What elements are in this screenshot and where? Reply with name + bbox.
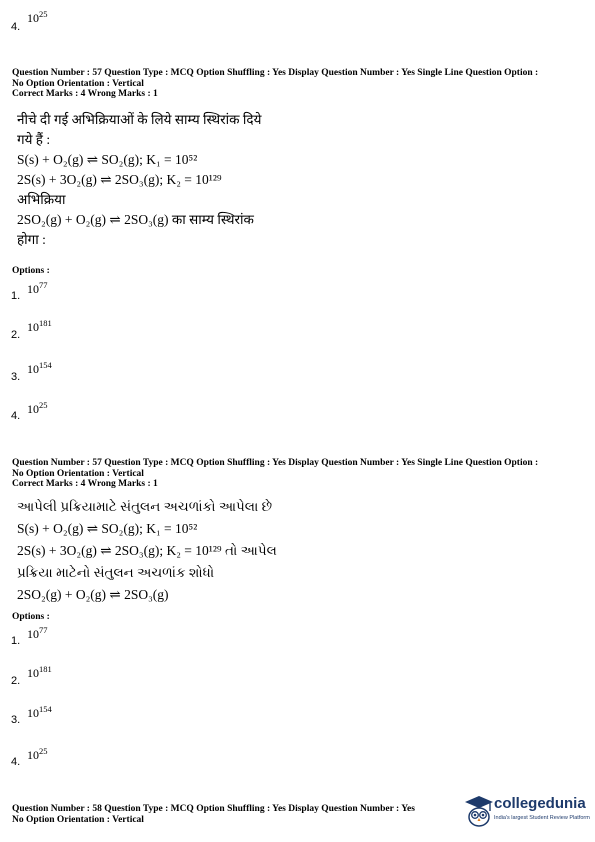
graduate-owl-icon (464, 795, 494, 827)
equation-2: 2S(s) + 3O₂(g) ⇌ 2SO₃(g); K₂ = 10¹²⁹ તો આપેલ (17, 543, 277, 558)
option-value[interactable]: $10^{25}$ (27, 746, 48, 762)
option-value[interactable]: $10^{154}$ (27, 360, 52, 376)
equation-3: 2SO₂(g) + O₂(g) ⇌ 2SO₃(g) का साम्य स्थिरांक (17, 212, 254, 227)
question-meta: Question Number : 57 Question Type : MCQ Option Shuffling : Yes Display Question Number : Yes Single Line Question Option : No Option Orientation : Vertical Correct Marks : 4 Wrong Marks : 1 (12, 68, 539, 99)
option-value[interactable]: $10^{77}$ (27, 280, 48, 296)
option-number: 3. (11, 714, 21, 726)
option-number: 2. (11, 675, 21, 687)
option-number: 4. (11, 410, 21, 422)
equation-1: S(s) + O₂(g) ⇌ SO₂(g); K₁ = 10⁵² (17, 521, 198, 536)
option-value[interactable]: $10^{154}$ (27, 704, 52, 720)
options-label: Options : (12, 266, 50, 276)
brand-name: collegedunia (494, 795, 586, 812)
question-meta: Question Number : 57 Question Type : MCQ Option Shuffling : Yes Display Question Number : Yes Single Line Question Option : No Option Orientation : Vertical Correct Marks : 4 Wrong Marks : 1 (12, 458, 539, 489)
equation-2: 2S(s) + 3O₂(g) ⇌ 2SO₃(g); K₂ = 10¹²⁹ (17, 172, 222, 187)
question-text: नीचे दी गई अभिक्रियाओं के लिये साम्य स्थिरांक दिये गये हैं : S(s) + O₂(g) ⇌ SO₂(g); K₁ = 10⁵² 2S(s) + 3O₂(g) ⇌ 2SO₃(g); K₂ = 10¹²⁹ अभिक्रिया 2SO₂(g) + O₂(g) ⇌ 2SO₃(g) का साम्य स्थिरांक होगा : (17, 112, 262, 247)
brand-tagline: India's largest Student Review Platform (494, 815, 590, 821)
option-number: 2. (11, 329, 21, 341)
question-meta: Question Number : 58 Question Type : MCQ Option Shuffling : Yes Display Question Number : Yes No Option Orientation : Vertical (12, 804, 415, 825)
option-value[interactable]: $10^{77}$ (27, 625, 48, 641)
question-text: આપેલી પ્રક્રિયામાટે સંતુલન અચળાંકો આપેલા છે S(s) + O₂(g) ⇌ SO₂(g); K₁ = 10⁵² 2S(s) + 3O₂(g) ⇌ 2SO₃(g); K₂ = 10¹²⁹ તો આપેલ પ્રક્રિયા માટેનો સંતુલન અચળાંક શોધો 2SO₂(g) + O₂(g) ⇌ 2SO₃(g) (17, 496, 277, 606)
option-number: 4. (11, 21, 21, 33)
equation-3: 2SO₂(g) + O₂(g) ⇌ 2SO₃(g) (17, 587, 169, 602)
equation-1: S(s) + O₂(g) ⇌ SO₂(g); K₁ = 10⁵² (17, 152, 198, 167)
option-number: 4. (11, 756, 21, 768)
option-number: 1. (11, 635, 21, 647)
brand-logo[interactable] (464, 795, 590, 827)
option-value[interactable]: $10^{25}$ (27, 400, 48, 416)
option-value[interactable]: $10^{181}$ (27, 318, 52, 334)
option-value[interactable]: $10^{181}$ (27, 664, 52, 680)
option-number: 3. (11, 371, 21, 383)
option-number: 1. (11, 290, 21, 302)
option-value: $10^{25}$ (27, 9, 48, 25)
options-label: Options : (12, 612, 50, 622)
